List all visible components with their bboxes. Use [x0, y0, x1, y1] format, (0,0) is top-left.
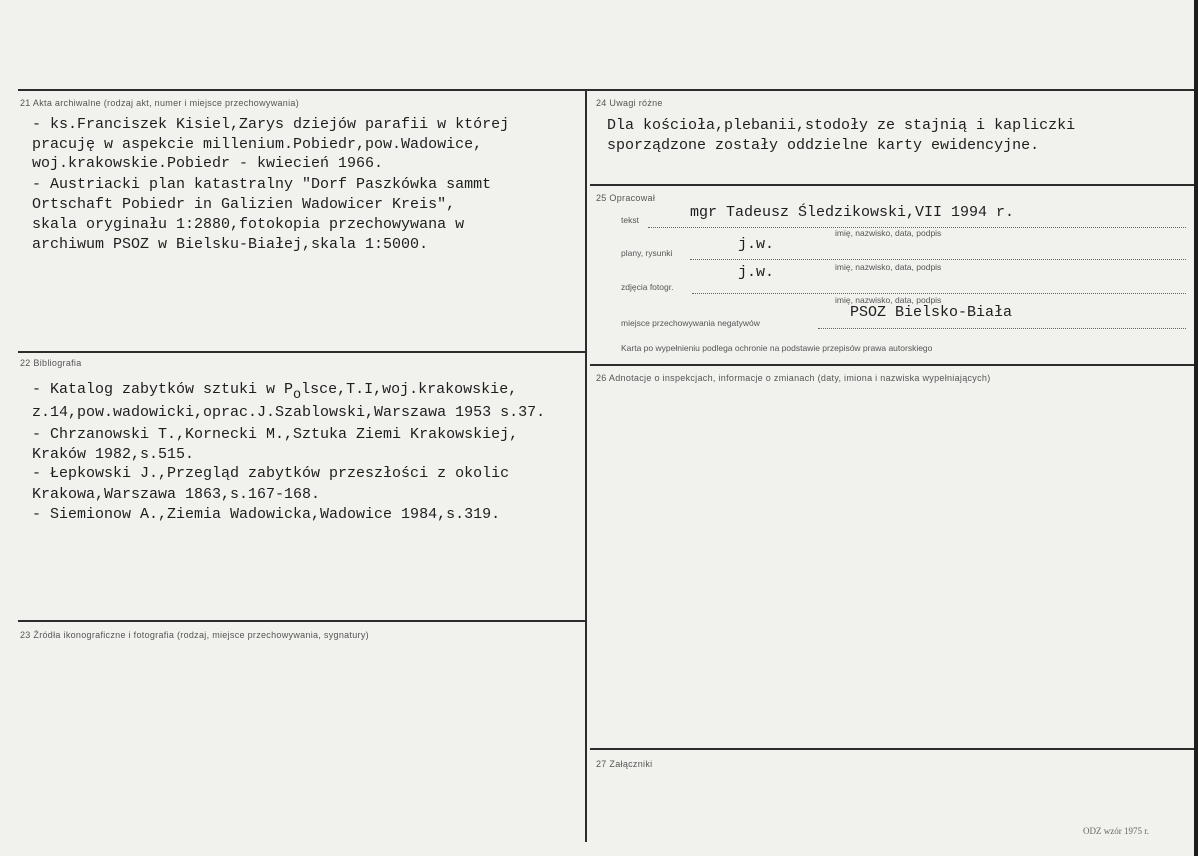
- tekst-caption: imię, nazwisko, data, podpis: [835, 228, 942, 238]
- negatywy-dotted-line: [818, 328, 1186, 329]
- section-21-line: - Austriacki plan katastralny "Dorf Paszkówka sammt: [32, 176, 492, 193]
- section-24-label: 24 Uwagi różne: [596, 98, 663, 108]
- rule-24-25: [590, 184, 1194, 186]
- section-21-line: archiwum PSOZ w Bielsku-Białej,skala 1:5000.: [32, 236, 429, 253]
- plany-caption: imię, nazwisko, data, podpis: [835, 262, 942, 272]
- plany-dotted-line: [690, 259, 1186, 260]
- plany-value: j.w.: [738, 236, 775, 253]
- section-22-line: - Chrzanowski T.,Kornecki M.,Sztuka Ziemi Krakowskiej,: [32, 426, 519, 443]
- section-26-label: 26 Adnotacje o inspekcjach, informacje o zmianach (daty, imiona i nazwiska wypełniających): [596, 373, 991, 383]
- card-right-edge: [1194, 0, 1198, 856]
- plany-label: plany, rysunki: [621, 248, 673, 258]
- zdjecia-dotted-line: [692, 293, 1186, 294]
- section-21-line: Ortschaft Pobiedr in Galizien Wadowicer Kreis",: [32, 196, 456, 213]
- tekst-label: tekst: [621, 215, 639, 225]
- rule-21-22: [18, 351, 586, 353]
- section-21-line: pracuję w aspekcie millenium.Pobiedr,pow.Wadowice,: [32, 136, 483, 153]
- rule-22-23: [18, 620, 586, 622]
- section-24-line: Dla kościoła,plebanii,stodoły ze stajnią i kapliczki: [607, 117, 1076, 134]
- copyright-note: Karta po wypełnieniu podlega ochronie na podstawie przepisów prawa autorskiego: [621, 343, 933, 353]
- section-22-label: 22 Bibliografia: [20, 358, 82, 368]
- negatywy-label: miejsce przechowywania negatywów: [621, 318, 760, 328]
- section-24-line: sporządzone zostały oddzielne karty ewidencyjne.: [607, 137, 1040, 154]
- zdjecia-value: j.w.: [738, 264, 775, 281]
- zdjecia-caption: imię, nazwisko, data, podpis: [835, 295, 942, 305]
- section-21-line: - ks.Franciszek Kisiel,Zarys dziejów parafii w której: [32, 116, 510, 133]
- section-21-line: woj.krakowskie.Pobiedr - kwiecień 1966.: [32, 155, 384, 172]
- rule-26-27: [590, 748, 1194, 750]
- section-22-line: Krakowa,Warszawa 1863,s.167-168.: [32, 486, 321, 503]
- section-27-label: 27 Załączniki: [596, 759, 653, 769]
- section-22-line: - Katalog zabytków sztuki w Polsce,T.I,woj.krakowskie,: [32, 381, 518, 403]
- form-footer: ODZ wzór 1975 r.: [1083, 826, 1149, 836]
- zdjecia-label: zdjęcia fotogr.: [621, 282, 674, 292]
- rule-25-26: [590, 364, 1194, 366]
- section-22-line: z.14,pow.wadowicki,oprac.J.Szablowski,Warszawa 1953 s.37.: [32, 404, 546, 421]
- section-21-line: skala oryginału 1:2880,fotokopia przechowywana w: [32, 216, 465, 233]
- top-rule: [18, 89, 1194, 91]
- section-22-line: - Siemionow A.,Ziemia Wadowicka,Wadowice 1984,s.319.: [32, 506, 501, 523]
- section-25-label: 25 Opracował: [596, 193, 656, 203]
- section-22-line: - Łepkowski J.,Przegląd zabytków przeszłości z okolic: [32, 465, 510, 482]
- negatywy-value: PSOZ Bielsko-Biała: [850, 304, 1013, 321]
- center-divider: [585, 90, 587, 842]
- section-22-line: Kraków 1982,s.515.: [32, 446, 195, 463]
- subscript-letter: o: [293, 387, 302, 403]
- section-21-label: 21 Akta archiwalne (rodzaj akt, numer i miejsce przechowywania): [20, 98, 300, 108]
- section-23-label: 23 Źródła ikonograficzne i fotografia (rodzaj, miejsce przechowywania, sygnatury): [20, 630, 369, 640]
- tekst-value: mgr Tadeusz Śledzikowski,VII 1994 r.: [690, 204, 1015, 221]
